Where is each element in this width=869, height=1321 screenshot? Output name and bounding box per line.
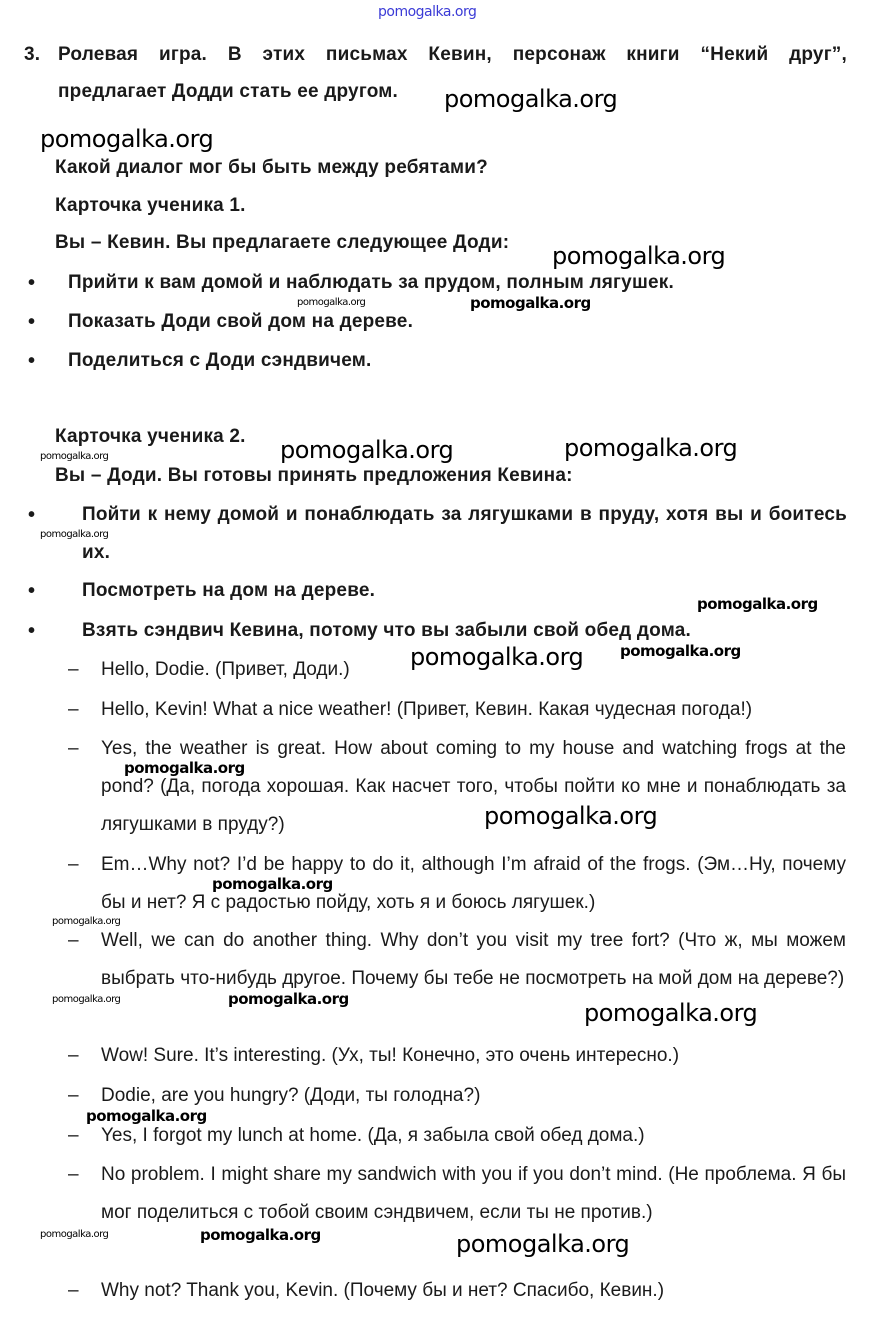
watermark: pomogalka.org — [378, 4, 477, 20]
card1-intro: Вы – Кевин. Вы предлагаете следующее Доди: — [55, 232, 510, 253]
watermark: pomogalka.org — [40, 529, 109, 540]
watermark: pomogalka.org — [444, 85, 618, 113]
card1-item: Поделиться с Доди сэндвичем. — [68, 350, 372, 371]
card1-item: Прийти к вам домой и наблюдать за прудом, полным лягушек. — [68, 272, 674, 293]
dialogue-line: Em…Why not? I’d be happy to do it, although I’m afraid of the frogs. (Эм…Ну, почему бы и нет? Я с радостью пойду, хоть я и боюсь лягушек.) — [101, 854, 846, 913]
watermark: pomogalka.org — [620, 642, 741, 660]
watermark: pomogalka.org — [86, 1107, 207, 1125]
watermark: pomogalka.org — [52, 916, 121, 927]
task-title-cont: предлагает Додди стать ее другом. — [58, 81, 398, 102]
watermark: pomogalka.org — [40, 451, 109, 462]
watermark: pomogalka.org — [564, 434, 738, 462]
bullet-icon: • — [28, 311, 36, 333]
card2-item: Посмотреть на дом на дереве. — [82, 580, 376, 601]
dialogue-line: Well, we can do another thing. Why don’t you visit my tree fort? (Что ж, мы можем выбрать что-нибудь другое. Почему бы тебе не посмотреть на мой дом на дереве?) — [101, 930, 846, 989]
watermark: pomogalka.org — [297, 297, 366, 308]
bullet-icon: • — [28, 272, 36, 294]
card2-intro: Вы – Доди. Вы готовы принять предложения Кевина: — [55, 465, 573, 486]
card2-item: Взять сэндвич Кевина, потому что вы забыли свой обед дома. — [82, 620, 691, 641]
watermark: pomogalka.org — [470, 294, 591, 312]
watermark: pomogalka.org — [280, 436, 454, 464]
card1-title: Карточка ученика 1. — [55, 195, 246, 216]
dialogue-line: Why not? Thank you, Kevin. (Почему бы и нет? Спасибо, Кевин.) — [101, 1280, 665, 1301]
dash-icon: – — [68, 659, 79, 680]
bullet-icon: • — [28, 580, 36, 602]
dash-icon: – — [68, 854, 79, 875]
dialogue-line: Hello, Dodie. (Привет, Доди.) — [101, 659, 350, 680]
dash-icon: – — [68, 1085, 79, 1106]
dash-icon: – — [68, 1164, 79, 1185]
watermark: pomogalka.org — [200, 1226, 321, 1244]
watermark: pomogalka.org — [124, 759, 245, 777]
dash-icon: – — [68, 699, 79, 720]
task-title: Ролевая игра. В этих письмах Кевин, персонаж книги “Некий друг”, — [58, 44, 847, 65]
dialogue-line: Hello, Kevin! What a nice weather! (Привет, Кевин. Какая чудесная погода!) — [101, 699, 753, 720]
dialogue-line: Yes, the weather is great. How about coming to my house and watching frogs at the pond? (Да, погода хорошая. Как насчет того, чтобы пойти ко мне и понаблюдать за лягушками в пруду?) — [101, 738, 846, 835]
dialogue-line: No problem. I might share my sandwich with you if you don’t mind. (Не проблема. Я бы мог поделиться с тобой своим сэндвичем, если ты не против.) — [101, 1164, 846, 1223]
dash-icon: – — [68, 930, 79, 951]
dash-icon: – — [68, 1280, 79, 1301]
bullet-icon: • — [28, 350, 36, 372]
dialogue-line: Dodie, are you hungry? (Доди, ты голодна?) — [101, 1085, 481, 1106]
watermark: pomogalka.org — [552, 242, 726, 270]
task-number: 3. — [24, 44, 41, 65]
watermark: pomogalka.org — [410, 643, 584, 671]
card2-item: Пойти к нему домой и понаблюдать за лягушками в пруду, хотя вы и боитесь их. — [82, 504, 847, 563]
watermark: pomogalka.org — [228, 990, 349, 1008]
task-question: Какой диалог мог бы быть между ребятами? — [55, 157, 488, 178]
dash-icon: – — [68, 738, 79, 759]
bullet-icon: • — [28, 620, 36, 642]
watermark: pomogalka.org — [484, 802, 658, 830]
dialogue-line: Yes, I forgot my lunch at home. (Да, я забыла свой обед дома.) — [101, 1125, 645, 1146]
bullet-icon: • — [28, 504, 36, 526]
watermark: pomogalka.org — [584, 999, 758, 1027]
watermark: pomogalka.org — [52, 994, 121, 1005]
dash-icon: – — [68, 1045, 79, 1066]
card1-item: Показать Доди свой дом на дереве. — [68, 311, 414, 332]
watermark: pomogalka.org — [40, 1229, 109, 1240]
watermark: pomogalka.org — [40, 125, 214, 153]
watermark: pomogalka.org — [697, 595, 818, 613]
watermark: pomogalka.org — [456, 1230, 630, 1258]
card2-title: Карточка ученика 2. — [55, 426, 246, 447]
dash-icon: – — [68, 1125, 79, 1146]
watermark: pomogalka.org — [212, 875, 333, 893]
dialogue-line: Wow! Sure. It’s interesting. (Ух, ты! Конечно, это очень интересно.) — [101, 1045, 680, 1066]
